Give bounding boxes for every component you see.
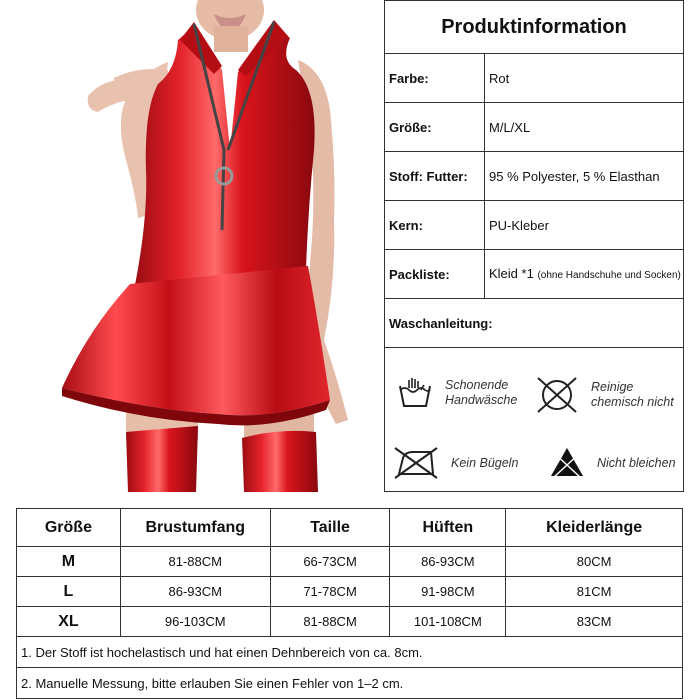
product-info-title: Produktinformation xyxy=(385,1,683,54)
table-cell: 71-78CM xyxy=(270,577,390,607)
table-cell: 66-73CM xyxy=(270,547,390,577)
table-cell: 81-88CM xyxy=(120,547,270,577)
table-cell: 81CM xyxy=(506,577,683,607)
packing-list-value: Kleid *1 xyxy=(489,265,534,281)
info-value: Rot xyxy=(489,70,510,86)
packing-list-note: (ohne Handschuhe und Socken) xyxy=(537,269,681,281)
wash-item-dry-clean xyxy=(535,376,674,414)
wash-text: Kein Bügeln xyxy=(451,455,519,470)
info-label: Packliste: xyxy=(385,250,485,298)
info-label: Kern: xyxy=(385,201,485,249)
table-cell: 91-98CM xyxy=(390,577,506,607)
info-value: 95 % Polyester, 5 % Elasthan xyxy=(489,168,660,184)
table-cell: 86-93CM xyxy=(390,547,506,577)
size-table-header-row xyxy=(17,509,683,547)
table-row xyxy=(17,547,683,577)
wash-item-no-iron xyxy=(393,446,518,480)
info-row-fabric xyxy=(385,152,683,201)
table-cell: 101-108CM xyxy=(390,607,506,637)
size-cell: L xyxy=(17,577,121,607)
table-row xyxy=(17,577,683,607)
wash-instructions xyxy=(385,348,683,493)
size-note: 2. Manuelle Messung, bitte erlauben Sie einen Fehler von 1–2 cm. xyxy=(17,668,683,699)
wash-text: Nicht bleichen xyxy=(597,455,676,470)
info-row-color xyxy=(385,54,683,103)
table-cell: 96-103CM xyxy=(120,607,270,637)
info-row-size xyxy=(385,103,683,152)
no-iron-icon xyxy=(393,446,439,480)
info-row-packing-list xyxy=(385,250,683,299)
product-photo xyxy=(18,0,383,492)
table-cell: 86-93CM xyxy=(120,577,270,607)
no-bleach-icon xyxy=(549,446,585,480)
info-value xyxy=(485,250,683,298)
wash-instructions-heading: Waschanleitung: xyxy=(385,299,683,348)
red-dress-illustration xyxy=(18,0,383,492)
wash-text: Schonende xyxy=(445,378,509,392)
wash-text: Handwäsche xyxy=(445,393,518,407)
product-info-panel xyxy=(384,0,684,492)
info-label: Größe: xyxy=(385,103,485,151)
size-table-header: Größe xyxy=(17,509,121,547)
wash-item-no-bleach xyxy=(549,446,676,480)
table-row xyxy=(17,607,683,637)
size-table-header: Kleiderlänge xyxy=(506,509,683,547)
size-table-header: Taille xyxy=(270,509,390,547)
wash-item-hand-wash xyxy=(397,376,517,410)
info-label: Stoff: Futter: xyxy=(385,152,485,200)
info-value: M/L/XL xyxy=(489,119,531,135)
size-cell: M xyxy=(17,547,121,577)
note-row xyxy=(17,637,683,668)
wash-text: Reinige xyxy=(591,380,634,394)
size-cell: XL xyxy=(17,607,121,637)
dry-clean-icon xyxy=(535,376,579,414)
table-cell: 83CM xyxy=(506,607,683,637)
hand-wash-icon xyxy=(397,376,433,410)
info-label: Farbe: xyxy=(385,54,485,102)
size-table-header: Brustumfang xyxy=(120,509,270,547)
size-chart-table xyxy=(16,508,683,699)
wash-text: chemisch nicht xyxy=(591,395,674,409)
table-cell: 81-88CM xyxy=(270,607,390,637)
info-row-core xyxy=(385,201,683,250)
size-table-header: Hüften xyxy=(390,509,506,547)
info-value: PU-Kleber xyxy=(489,217,549,233)
size-note: 1. Der Stoff ist hochelastisch und hat einen Dehnbereich von ca. 8cm. xyxy=(17,637,683,668)
note-row xyxy=(17,668,683,699)
table-cell: 80CM xyxy=(506,547,683,577)
